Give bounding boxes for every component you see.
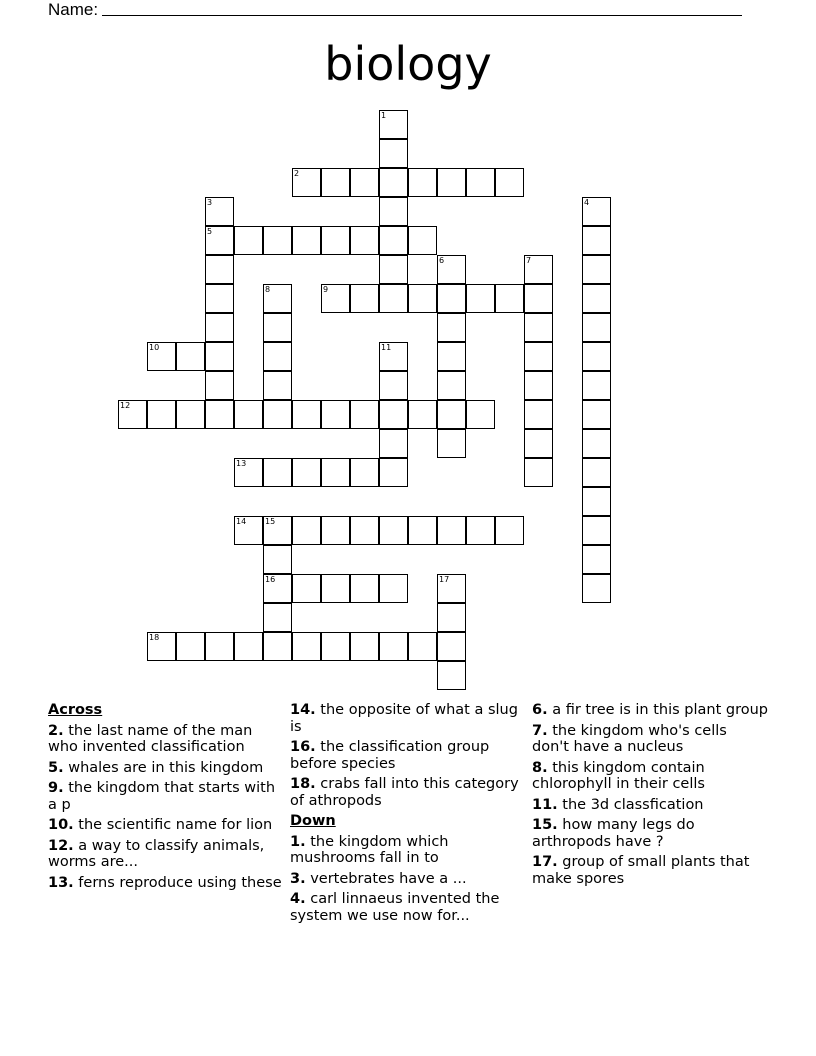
grid-cell[interactable]	[582, 516, 611, 545]
clue-across-2: 2. the last name of the man who invented classification	[48, 722, 253, 755]
grid-cell[interactable]	[263, 545, 292, 574]
clues-column-1	[48, 702, 284, 895]
grid-cell[interactable]	[582, 226, 611, 255]
grid-cell[interactable]	[408, 400, 437, 429]
grid-cell[interactable]	[524, 400, 553, 429]
grid-cell[interactable]	[379, 139, 408, 168]
grid-cell[interactable]	[524, 313, 553, 342]
grid-cell[interactable]	[466, 400, 495, 429]
grid-cell[interactable]	[350, 400, 379, 429]
clue-number: 1	[381, 111, 387, 120]
grid-cell[interactable]	[437, 371, 466, 400]
clue-number: 12	[120, 401, 131, 410]
clue-down-3: 3. vertebrates have a ...	[290, 870, 467, 887]
clue-down-7: 7. the kingdom who's cells don't have a nucleus	[532, 722, 727, 755]
grid-cell[interactable]	[408, 284, 437, 313]
name-label: Name:	[48, 0, 99, 19]
clue-down-11: 11. the 3d classfication	[532, 796, 704, 813]
grid-cell[interactable]	[321, 284, 350, 313]
clue-number: 3	[207, 198, 213, 207]
grid-cell[interactable]	[234, 400, 263, 429]
clue-number: 6	[439, 256, 445, 265]
grid-cell[interactable]	[437, 284, 466, 313]
grid-cell[interactable]	[321, 574, 350, 603]
grid-cell[interactable]	[292, 400, 321, 429]
grid-cell[interactable]	[234, 632, 263, 661]
grid-cell[interactable]	[379, 197, 408, 226]
clue-number: 5	[207, 227, 213, 236]
clue-number: 4	[584, 198, 590, 207]
grid-cell[interactable]	[524, 342, 553, 371]
clue-down-15: 15. how many legs do arthropods have ?	[532, 817, 695, 850]
grid-cell[interactable]	[437, 632, 466, 661]
clue-down-17: 17. group of small plants that make spores	[532, 854, 750, 887]
clue-number: 16	[265, 575, 276, 584]
grid-cell[interactable]	[582, 400, 611, 429]
grid-cell[interactable]	[582, 197, 611, 226]
grid-cell[interactable]	[437, 516, 466, 545]
grid-cell[interactable]	[263, 516, 292, 545]
grid-cell[interactable]	[205, 284, 234, 313]
grid-cell[interactable]	[292, 458, 321, 487]
grid-cell[interactable]	[263, 313, 292, 342]
grid-cell[interactable]	[437, 400, 466, 429]
grid-cell[interactable]	[379, 458, 408, 487]
grid-cell[interactable]	[205, 371, 234, 400]
grid-cell[interactable]	[321, 226, 350, 255]
clue-number: 17	[439, 575, 450, 584]
down-heading: Down	[290, 813, 336, 829]
grid-cell[interactable]	[495, 168, 524, 197]
grid-cell[interactable]	[350, 168, 379, 197]
grid-cell[interactable]	[524, 371, 553, 400]
grid-cell[interactable]	[379, 632, 408, 661]
grid-cell[interactable]	[379, 255, 408, 284]
clue-number: 7	[526, 256, 532, 265]
grid-cell[interactable]	[292, 226, 321, 255]
grid-cell[interactable]	[176, 632, 205, 661]
grid-cell[interactable]	[582, 313, 611, 342]
clue-number: 14	[236, 517, 247, 526]
grid-cell[interactable]	[466, 284, 495, 313]
grid-cell[interactable]	[437, 342, 466, 371]
grid-cell[interactable]	[582, 545, 611, 574]
grid-cell[interactable]	[147, 342, 176, 371]
grid-cell[interactable]	[437, 661, 466, 690]
grid-cell[interactable]	[292, 632, 321, 661]
grid-cell[interactable]	[379, 400, 408, 429]
grid-cell[interactable]	[379, 342, 408, 371]
clue-across-13: 13. ferns reproduce using these	[48, 874, 282, 891]
clue-number: 2	[294, 169, 300, 178]
clue-across-5: 5. whales are in this kingdom	[48, 759, 264, 776]
grid-cell[interactable]	[263, 400, 292, 429]
grid-cell[interactable]	[350, 632, 379, 661]
grid-cell[interactable]	[379, 226, 408, 255]
grid-cell[interactable]	[466, 516, 495, 545]
grid-cell[interactable]	[495, 284, 524, 313]
grid-cell[interactable]	[350, 284, 379, 313]
grid-cell[interactable]	[263, 574, 292, 603]
grid-cell[interactable]	[379, 516, 408, 545]
clue-across-9: 9. the kingdom that starts with a p	[48, 780, 276, 813]
grid-cell[interactable]	[437, 168, 466, 197]
clue-down-6: 6. a fir tree is in this plant group	[532, 702, 768, 718]
grid-cell[interactable]	[263, 371, 292, 400]
clue-number: 18	[149, 633, 160, 642]
grid-cell[interactable]	[205, 197, 234, 226]
grid-cell[interactable]	[437, 255, 466, 284]
grid-cell[interactable]	[408, 632, 437, 661]
grid-cell[interactable]	[582, 487, 611, 516]
grid-cell[interactable]	[379, 429, 408, 458]
grid-cell[interactable]	[437, 313, 466, 342]
grid-cell[interactable]	[234, 458, 263, 487]
grid-cell[interactable]	[205, 255, 234, 284]
clue-across-18: 18. crabs fall into this category of athropods	[290, 776, 519, 809]
clues-column-2	[290, 702, 526, 928]
grid-cell[interactable]	[263, 226, 292, 255]
clue-down-1: 1. the kingdom which mushrooms fall in to	[290, 833, 449, 866]
grid-cell[interactable]	[582, 342, 611, 371]
clue-down-4: 4. carl linnaeus invented the system we use now for...	[290, 891, 500, 924]
grid-cell[interactable]	[292, 574, 321, 603]
grid-cell[interactable]	[582, 574, 611, 603]
clue-across-10: 10. the scientific name for lion	[48, 817, 273, 833]
grid-cell[interactable]	[524, 458, 553, 487]
grid-cell[interactable]	[524, 429, 553, 458]
grid-cell[interactable]	[263, 458, 292, 487]
grid-cell[interactable]	[379, 168, 408, 197]
grid-cell[interactable]	[321, 458, 350, 487]
grid-cell[interactable]	[263, 284, 292, 313]
grid-cell[interactable]	[263, 603, 292, 632]
across-heading: Across	[48, 702, 103, 718]
grid-cell[interactable]	[350, 516, 379, 545]
grid-cell[interactable]	[437, 574, 466, 603]
grid-cell[interactable]	[147, 400, 176, 429]
grid-cell[interactable]	[205, 342, 234, 371]
grid-cell[interactable]	[321, 516, 350, 545]
clue-across-16: 16. the classification group before species	[290, 739, 490, 772]
clue-number: 11	[381, 343, 392, 352]
clue-number: 10	[149, 343, 160, 352]
grid-cell[interactable]	[524, 284, 553, 313]
grid-cell[interactable]	[263, 632, 292, 661]
grid-cell[interactable]	[176, 400, 205, 429]
grid-cell[interactable]	[582, 371, 611, 400]
grid-cell[interactable]	[379, 110, 408, 139]
clue-number: 15	[265, 517, 276, 526]
clue-across-12: 12. a way to classify animals, worms are...	[48, 837, 265, 870]
grid-cell[interactable]	[524, 255, 553, 284]
clue-number: 8	[265, 285, 271, 294]
grid-cell[interactable]	[408, 168, 437, 197]
grid-cell[interactable]	[379, 574, 408, 603]
grid-cell[interactable]	[147, 632, 176, 661]
grid-cell[interactable]	[582, 284, 611, 313]
grid-cell[interactable]	[495, 516, 524, 545]
grid-cell[interactable]	[582, 458, 611, 487]
grid-cell[interactable]	[466, 168, 495, 197]
grid-cell[interactable]	[379, 284, 408, 313]
grid-cell[interactable]	[234, 516, 263, 545]
page-title: biology	[324, 37, 492, 91]
clue-number: 13	[236, 459, 247, 468]
grid-cell[interactable]	[118, 400, 147, 429]
grid-cell[interactable]	[408, 226, 437, 255]
grid-cell[interactable]	[582, 429, 611, 458]
grid-cell[interactable]	[321, 168, 350, 197]
grid-cell[interactable]	[263, 342, 292, 371]
grid-cell[interactable]	[234, 226, 263, 255]
grid-cell[interactable]	[205, 632, 234, 661]
grid-cell[interactable]	[176, 342, 205, 371]
grid-cell[interactable]	[321, 632, 350, 661]
clue-across-14: 14. the opposite of what a slug is	[290, 702, 518, 735]
grid-cell[interactable]	[205, 313, 234, 342]
grid-cell[interactable]	[408, 516, 437, 545]
grid-cell[interactable]	[321, 400, 350, 429]
clues-column-3	[532, 702, 768, 891]
grid-cell[interactable]	[379, 371, 408, 400]
grid-cell[interactable]	[205, 400, 234, 429]
grid-cell[interactable]	[437, 429, 466, 458]
grid-cell[interactable]	[582, 255, 611, 284]
grid-cell[interactable]	[350, 226, 379, 255]
grid-cell[interactable]	[292, 168, 321, 197]
grid-cell[interactable]	[205, 226, 234, 255]
grid-cell[interactable]	[350, 458, 379, 487]
clue-down-8: 8. this kingdom contain chlorophyll in their cells	[532, 759, 705, 792]
grid-cell[interactable]	[437, 603, 466, 632]
grid-cell[interactable]	[350, 574, 379, 603]
clue-number: 9	[323, 285, 329, 294]
grid-cell[interactable]	[292, 516, 321, 545]
